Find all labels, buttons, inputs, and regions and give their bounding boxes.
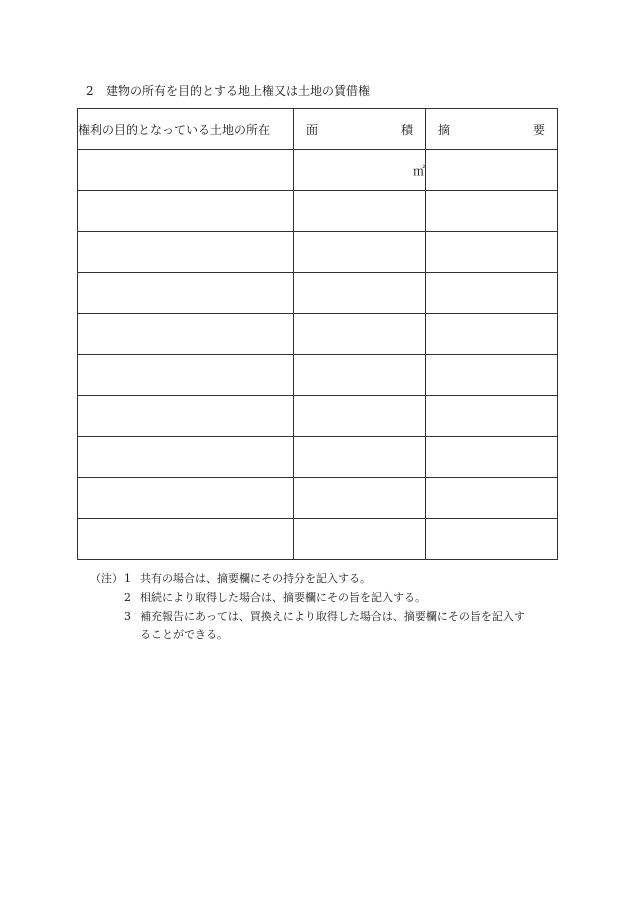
table-row bbox=[78, 273, 558, 314]
note-continuation: ることができる。 bbox=[140, 628, 228, 641]
cell-area[interactable] bbox=[294, 232, 426, 273]
table-row bbox=[78, 478, 558, 519]
section-title: 建物の所有を目的とする地上権又は土地の賃借権 bbox=[106, 84, 371, 98]
area-unit-label: ㎡ bbox=[412, 163, 425, 178]
cell-area[interactable] bbox=[294, 396, 426, 437]
cell-area[interactable] bbox=[294, 273, 426, 314]
table-row bbox=[78, 314, 558, 355]
note-text: 補充報告にあっては、買換えにより取得した場合は、摘要欄にその旨を記入す bbox=[140, 610, 525, 623]
header-area bbox=[294, 109, 426, 150]
cell-area[interactable] bbox=[294, 478, 426, 519]
cell-location[interactable] bbox=[78, 150, 294, 191]
cell-remarks[interactable] bbox=[426, 232, 558, 273]
land-rights-table bbox=[77, 108, 558, 560]
table-row bbox=[78, 519, 558, 560]
cell-remarks[interactable] bbox=[426, 437, 558, 478]
cell-remarks[interactable] bbox=[426, 191, 558, 232]
cell-area[interactable] bbox=[294, 437, 426, 478]
cell-remarks[interactable] bbox=[426, 478, 558, 519]
table-row bbox=[78, 437, 558, 478]
cell-location[interactable] bbox=[78, 396, 294, 437]
cell-location[interactable] bbox=[78, 437, 294, 478]
cell-remarks[interactable] bbox=[426, 273, 558, 314]
notes-label: （注） bbox=[90, 572, 123, 585]
cell-area[interactable] bbox=[294, 191, 426, 232]
table-row bbox=[78, 355, 558, 396]
cell-remarks[interactable] bbox=[426, 314, 558, 355]
cell-area[interactable] bbox=[294, 150, 426, 191]
header-area-char-2: 積 bbox=[400, 122, 413, 137]
header-remarks bbox=[426, 109, 558, 150]
table-row bbox=[78, 150, 558, 191]
header-area-char-1: 面 bbox=[306, 122, 319, 137]
cell-remarks[interactable] bbox=[426, 396, 558, 437]
note-item bbox=[124, 589, 426, 607]
cell-location[interactable] bbox=[78, 478, 294, 519]
cell-location[interactable] bbox=[78, 191, 294, 232]
cell-location[interactable] bbox=[78, 273, 294, 314]
header-remarks-char-2: 要 bbox=[532, 122, 545, 137]
note-item bbox=[124, 608, 525, 626]
section-heading bbox=[86, 83, 370, 99]
note-number: 2 bbox=[124, 591, 131, 604]
table-row bbox=[78, 191, 558, 232]
cell-remarks[interactable] bbox=[426, 355, 558, 396]
note-text: 共有の場合は、摘要欄にその持分を記入する。 bbox=[140, 572, 371, 585]
cell-location[interactable] bbox=[78, 355, 294, 396]
note-number: 3 bbox=[124, 610, 131, 623]
section-number: 2 bbox=[86, 84, 94, 98]
cell-location[interactable] bbox=[78, 519, 294, 560]
cell-remarks[interactable] bbox=[426, 150, 558, 191]
table-row bbox=[78, 396, 558, 437]
note-number: 1 bbox=[124, 572, 131, 585]
cell-area[interactable] bbox=[294, 355, 426, 396]
table-row bbox=[78, 232, 558, 273]
header-remarks-char-1: 摘 bbox=[438, 122, 451, 137]
cell-remarks[interactable] bbox=[426, 519, 558, 560]
note-item bbox=[124, 570, 371, 588]
note-text: 相続により取得した場合は、摘要欄にその旨を記入する。 bbox=[140, 591, 426, 604]
cell-area[interactable] bbox=[294, 314, 426, 355]
header-location: 権利の目的となっている土地の所在 bbox=[78, 109, 294, 150]
cell-area[interactable] bbox=[294, 519, 426, 560]
cell-location[interactable] bbox=[78, 314, 294, 355]
table-header-row bbox=[78, 109, 558, 150]
cell-location[interactable] bbox=[78, 232, 294, 273]
